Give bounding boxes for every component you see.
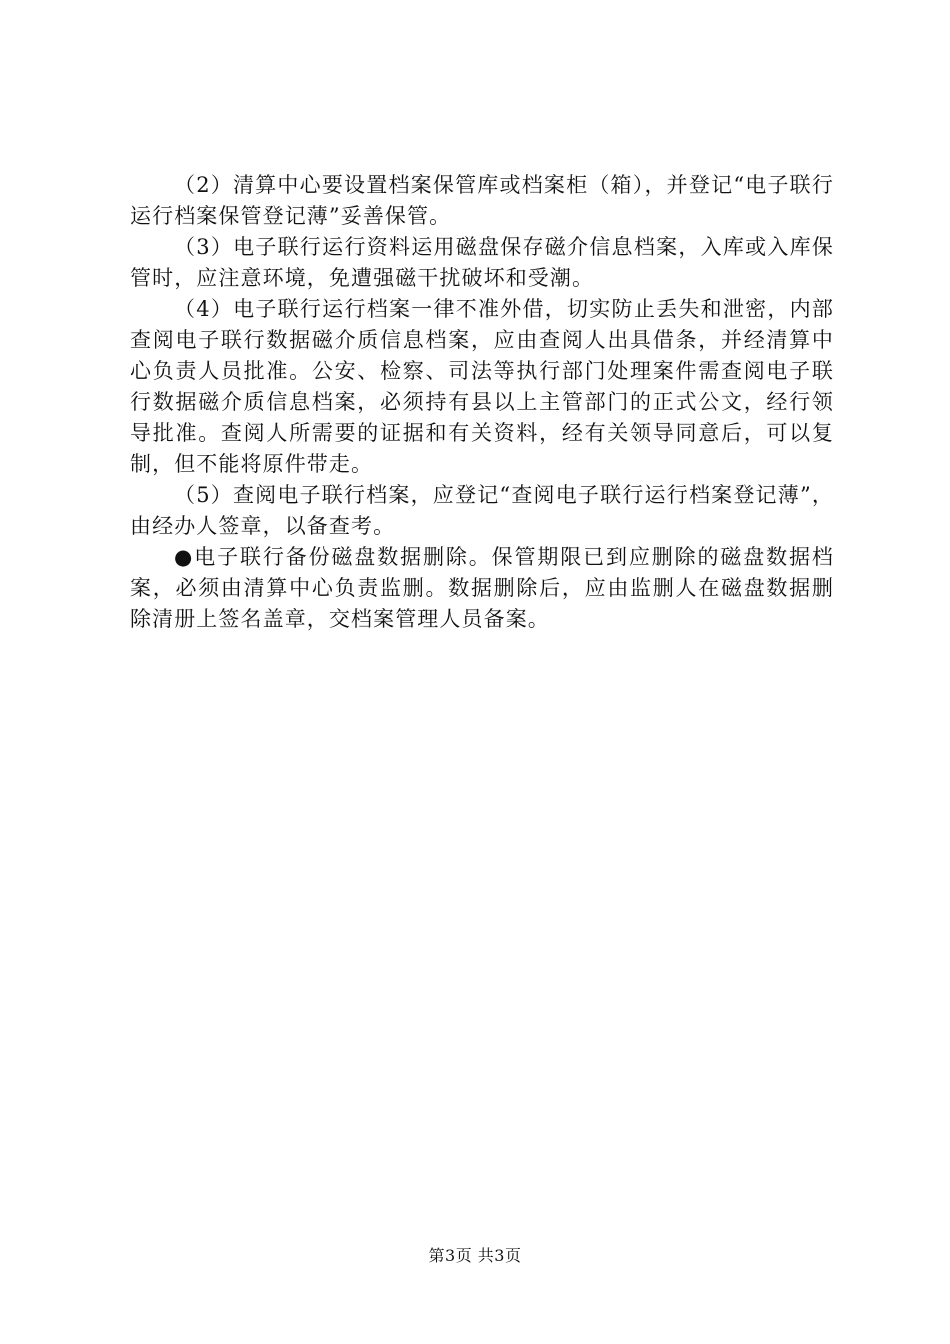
page-footer: 第3页 共3页 [428, 1246, 522, 1265]
paragraph-access-register: （5）查阅电子联行档案，应登记“查阅电子联行运行档案登记薄”，由经办人签章，以备查考。 [130, 483, 834, 538]
document-body [130, 170, 834, 635]
paragraph-backup-deletion: ●电子联行备份磁盘数据删除。保管期限已到应删除的磁盘数据档案，必须由清算中心负责监删。数据删除后，应由监删人在磁盘数据删除清册上签名盖章，交档案管理人员备案。 [130, 545, 834, 631]
paragraph-archive-storage: （2）清算中心要设置档案保管库或档案柜（箱），并登记“电子联行运行档案保管登记薄”妥善保管。 [130, 173, 834, 228]
paragraph-disk-storage: （3）电子联行运行资料运用磁盘保存磁介信息档案，入库或入库保管时，应注意环境，免遭强磁干扰破坏和受潮。 [130, 235, 834, 290]
paragraph-no-lending: （4）电子联行运行档案一律不准外借，切实防止丢失和泄密，内部查阅电子联行数据磁介质信息档案，应由查阅人出具借条，并经清算中心负责人员批准。公安、检察、司法等执行部门处理案件需查阅电子联行数据磁介质信息档案，必须持有县以上主管部门的正式公文，经行领导批准。查阅人所需要的证据和有关资料，经有关领导同意后，可以复制，但不能将原件带走。 [130, 297, 834, 476]
